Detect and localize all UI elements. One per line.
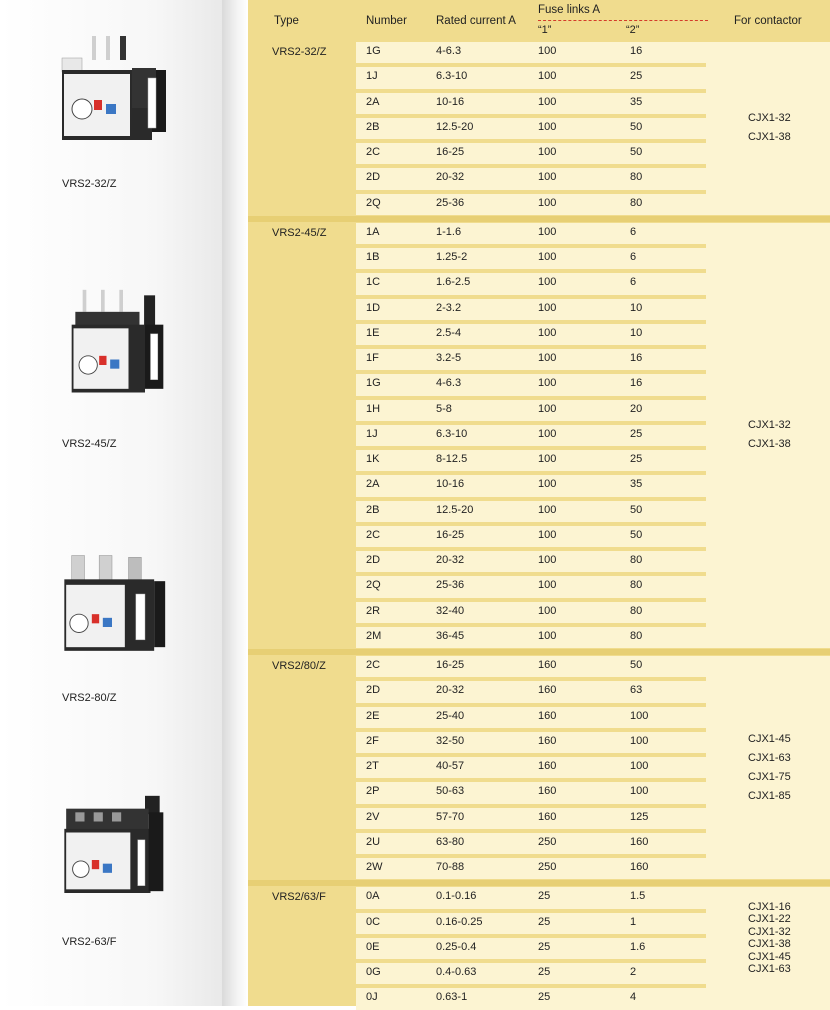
table-row bbox=[356, 450, 706, 471]
rated-current-cell: 3.2-5 bbox=[436, 352, 462, 364]
number-cell: 2R bbox=[366, 604, 381, 617]
product-image-panel bbox=[0, 0, 222, 1006]
table-row bbox=[356, 349, 706, 370]
rated-current-cell: 0.4-0.63 bbox=[436, 966, 477, 978]
rated-current-cell: 8-12.5 bbox=[436, 453, 468, 465]
table-row bbox=[356, 656, 706, 677]
rated-current-cell: 4-6.3 bbox=[436, 377, 462, 390]
type-cell: VRS2/80/Z bbox=[272, 660, 326, 672]
table-row bbox=[356, 732, 706, 753]
fuse-2-cell: 25 bbox=[630, 427, 643, 440]
fuse-2-cell: 80 bbox=[630, 171, 643, 184]
table-row bbox=[356, 526, 706, 547]
group-separator bbox=[248, 649, 830, 655]
fuse-1-cell: 100 bbox=[538, 427, 557, 440]
fuse-1-cell: 25 bbox=[538, 890, 551, 903]
fuse-2-cell: 6 bbox=[630, 276, 637, 289]
fuse-2-cell: 16 bbox=[630, 352, 643, 364]
rated-current-cell: 1.6-2.5 bbox=[436, 276, 471, 289]
number-cell: 2A bbox=[366, 95, 380, 108]
number-cell: 2A bbox=[366, 478, 380, 491]
table-row bbox=[356, 681, 706, 702]
rated-current-cell: 63-80 bbox=[436, 835, 465, 848]
fuse-1-cell: 100 bbox=[538, 95, 557, 108]
fuse-1-cell: 100 bbox=[538, 251, 557, 263]
header-rated-current: Rated current A bbox=[436, 15, 516, 27]
product-label: VRS2-45/Z bbox=[62, 438, 117, 450]
table-row bbox=[356, 475, 706, 496]
rated-current-cell: 6.3-10 bbox=[436, 70, 468, 83]
number-cell: 2C bbox=[366, 659, 381, 671]
rated-current-cell: 10-16 bbox=[436, 95, 465, 108]
relay-image bbox=[52, 34, 172, 144]
number-cell: 1C bbox=[366, 276, 381, 289]
fuse-2-cell: 6 bbox=[630, 225, 637, 238]
number-cell: 2M bbox=[366, 629, 382, 642]
rated-current-cell: 57-70 bbox=[436, 810, 465, 823]
rated-current-cell: 32-50 bbox=[436, 734, 465, 747]
table-row bbox=[356, 808, 706, 829]
fuse-2-cell: 1.6 bbox=[630, 940, 646, 953]
number-cell: 2Q bbox=[366, 579, 381, 592]
number-cell: 1J bbox=[366, 70, 378, 83]
fuse-1-cell: 160 bbox=[538, 659, 557, 671]
table-row bbox=[356, 602, 706, 623]
fuse-1-cell: 100 bbox=[538, 276, 557, 289]
number-cell: 2T bbox=[366, 760, 379, 772]
table-row bbox=[356, 299, 706, 320]
fuse-1-cell: 100 bbox=[538, 377, 557, 390]
rated-current-cell: 1-1.6 bbox=[436, 225, 462, 238]
table-row bbox=[356, 887, 706, 908]
product-label: VRS2-63/F bbox=[62, 936, 117, 948]
table-row bbox=[356, 273, 706, 294]
relay-image bbox=[52, 288, 172, 398]
rated-current-cell: 4-6.3 bbox=[436, 45, 462, 57]
fuse-2-cell: 1.5 bbox=[630, 890, 646, 903]
table-row bbox=[356, 93, 706, 114]
header-number: Number bbox=[366, 15, 407, 27]
fuse-1-cell: 100 bbox=[538, 225, 557, 238]
fuse-2-cell: 20 bbox=[630, 402, 643, 415]
contactor-item: CJX1-16 bbox=[748, 900, 791, 913]
product-label: VRS2-80/Z bbox=[62, 692, 117, 704]
rated-current-cell: 16-25 bbox=[436, 659, 465, 671]
rated-current-cell: 2.5-4 bbox=[436, 326, 462, 339]
fuse-2-cell: 80 bbox=[630, 579, 643, 592]
contactor-item: CJX1-45 bbox=[748, 950, 791, 963]
fuse-2-cell: 80 bbox=[630, 196, 643, 209]
contactor-item: CJX1-75 bbox=[748, 770, 791, 783]
table-row bbox=[356, 858, 706, 879]
rated-current-cell: 16-25 bbox=[436, 146, 465, 158]
number-cell: 2D bbox=[366, 171, 381, 184]
number-cell: 2C bbox=[366, 146, 381, 158]
fuse-2-cell: 50 bbox=[630, 659, 643, 671]
table-header bbox=[248, 0, 830, 40]
table-row bbox=[356, 757, 706, 778]
table-row bbox=[356, 707, 706, 728]
type-cell: VRS2/63/F bbox=[272, 891, 326, 904]
number-cell: 1H bbox=[366, 402, 381, 415]
number-cell: 2Q bbox=[366, 196, 381, 209]
fuse-2-cell: 50 bbox=[630, 503, 643, 516]
table-row bbox=[356, 551, 706, 572]
fuse-1-cell: 100 bbox=[538, 45, 557, 57]
table-row bbox=[356, 400, 706, 421]
table-row bbox=[356, 938, 706, 959]
rated-current-cell: 0.16-0.25 bbox=[436, 915, 483, 928]
number-cell: 1J bbox=[366, 427, 378, 440]
rated-current-cell: 6.3-10 bbox=[436, 427, 468, 440]
fuse-1-cell: 100 bbox=[538, 554, 557, 566]
table-row bbox=[356, 194, 706, 215]
contactor-item: CJX1-38 bbox=[748, 131, 791, 144]
number-cell: 0C bbox=[366, 915, 381, 928]
fuse-1-cell: 100 bbox=[538, 453, 557, 465]
number-cell: 0A bbox=[366, 890, 380, 903]
number-cell: 2C bbox=[366, 528, 381, 541]
number-cell: 1K bbox=[366, 453, 380, 465]
fuse-2-cell: 16 bbox=[630, 45, 643, 57]
contactor-list bbox=[748, 109, 791, 147]
number-cell: 2B bbox=[366, 120, 380, 133]
contactor-list bbox=[748, 416, 791, 454]
fuse-1-cell: 100 bbox=[538, 326, 557, 339]
group-separator bbox=[248, 216, 830, 222]
rated-current-cell: 5-8 bbox=[436, 402, 452, 415]
fuse-2-cell: 35 bbox=[630, 95, 643, 108]
table-row bbox=[356, 118, 706, 139]
fuse-1-cell: 100 bbox=[538, 528, 557, 541]
fuse-2-cell: 25 bbox=[630, 70, 643, 83]
fuse-2-cell: 80 bbox=[630, 554, 643, 566]
contactor-item: CJX1-38 bbox=[748, 938, 791, 951]
table-row bbox=[356, 248, 706, 269]
fuse-1-cell: 160 bbox=[538, 709, 557, 722]
fuse-1-cell: 100 bbox=[538, 604, 557, 617]
fuse-2-cell: 50 bbox=[630, 528, 643, 541]
rated-current-cell: 20-32 bbox=[436, 684, 465, 697]
number-cell: 2W bbox=[366, 861, 383, 873]
fuse-2-cell: 1 bbox=[630, 915, 637, 928]
number-cell: 1E bbox=[366, 326, 380, 339]
type-cell: VRS2-45/Z bbox=[272, 226, 327, 239]
table-row bbox=[356, 168, 706, 189]
table-row bbox=[356, 913, 706, 934]
rated-current-cell: 20-32 bbox=[436, 171, 465, 184]
fuse-1-cell: 100 bbox=[538, 503, 557, 516]
contactor-item: CJX1-63 bbox=[748, 751, 791, 764]
number-cell: 2D bbox=[366, 554, 381, 566]
number-cell: 1A bbox=[366, 225, 380, 238]
table-row bbox=[356, 67, 706, 88]
number-cell: 1B bbox=[366, 251, 380, 263]
header-for-contactor: For contactor bbox=[734, 15, 802, 27]
number-cell: 0J bbox=[366, 991, 378, 1004]
table-row bbox=[356, 374, 706, 395]
fuse-1-cell: 100 bbox=[538, 579, 557, 592]
rated-current-cell: 1.25-2 bbox=[436, 251, 468, 263]
fuse-1-cell: 160 bbox=[538, 684, 557, 697]
header-fuse-links: Fuse links A bbox=[538, 4, 600, 16]
contactor-item: CJX1-22 bbox=[748, 913, 791, 926]
rated-current-cell: 20-32 bbox=[436, 554, 465, 566]
fuse-1-cell: 100 bbox=[538, 120, 557, 133]
fuse-links-dashed-divider bbox=[538, 20, 708, 21]
fuse-1-cell: 100 bbox=[538, 352, 557, 364]
rated-current-cell: 2-3.2 bbox=[436, 301, 462, 314]
fuse-1-cell: 160 bbox=[538, 810, 557, 823]
number-cell: 2P bbox=[366, 785, 380, 798]
fuse-1-cell: 250 bbox=[538, 861, 557, 873]
contactor-list bbox=[748, 730, 791, 806]
table-row bbox=[356, 324, 706, 345]
number-cell: 2F bbox=[366, 734, 379, 747]
table-row bbox=[356, 501, 706, 522]
fuse-2-cell: 10 bbox=[630, 301, 643, 314]
fuse-1-cell: 160 bbox=[538, 760, 557, 772]
contactor-item: CJX1-38 bbox=[748, 438, 791, 451]
fuse-2-cell: 63 bbox=[630, 684, 643, 697]
rated-current-cell: 12.5-20 bbox=[436, 503, 474, 516]
contactor-item: CJX1-45 bbox=[748, 732, 791, 745]
rated-current-cell: 70-88 bbox=[436, 861, 465, 873]
fuse-1-cell: 100 bbox=[538, 70, 557, 83]
fuse-1-cell: 100 bbox=[538, 402, 557, 415]
fuse-2-cell: 2 bbox=[630, 966, 637, 978]
fuse-2-cell: 100 bbox=[630, 734, 649, 747]
fuse-1-cell: 100 bbox=[538, 629, 557, 642]
table-row bbox=[356, 833, 706, 854]
rated-current-cell: 50-63 bbox=[436, 785, 465, 798]
header-type: Type bbox=[274, 15, 299, 27]
fuse-2-cell: 80 bbox=[630, 629, 643, 642]
number-cell: 1D bbox=[366, 301, 381, 314]
fuse-2-cell: 50 bbox=[630, 120, 643, 133]
rated-current-cell: 36-45 bbox=[436, 629, 465, 642]
number-cell: 2V bbox=[366, 810, 380, 823]
fuse-1-cell: 25 bbox=[538, 940, 551, 953]
number-cell: 1G bbox=[366, 377, 381, 390]
fuse-2-cell: 6 bbox=[630, 251, 637, 263]
fuse-1-cell: 160 bbox=[538, 734, 557, 747]
table-row bbox=[356, 782, 706, 803]
contactor-item: CJX1-32 bbox=[748, 112, 791, 125]
fuse-2-cell: 100 bbox=[630, 760, 649, 772]
header-fuse-1: “1” bbox=[538, 24, 552, 36]
rated-current-cell: 10-16 bbox=[436, 478, 465, 491]
fuse-2-cell: 100 bbox=[630, 785, 649, 798]
fuse-1-cell: 100 bbox=[538, 146, 557, 158]
table-row bbox=[356, 988, 706, 1009]
fuse-1-cell: 25 bbox=[538, 991, 551, 1004]
number-cell: 0E bbox=[366, 940, 380, 953]
number-cell: 1G bbox=[366, 45, 381, 57]
table-row bbox=[356, 223, 706, 244]
rated-current-cell: 0.25-0.4 bbox=[436, 940, 477, 953]
group-separator bbox=[248, 880, 830, 886]
rated-current-cell: 40-57 bbox=[436, 760, 465, 772]
number-cell: 2U bbox=[366, 835, 381, 848]
fuse-1-cell: 160 bbox=[538, 785, 557, 798]
header-fuse-2: “2” bbox=[626, 24, 640, 36]
fuse-2-cell: 35 bbox=[630, 478, 643, 491]
fuse-1-cell: 100 bbox=[538, 301, 557, 314]
contactor-item: CJX1-63 bbox=[748, 963, 791, 976]
rated-current-cell: 12.5-20 bbox=[436, 120, 474, 133]
relay-image bbox=[52, 550, 172, 660]
fuse-1-cell: 25 bbox=[538, 966, 551, 978]
number-cell: 2B bbox=[366, 503, 380, 516]
contactor-item: CJX1-32 bbox=[748, 419, 791, 432]
contactor-item: CJX1-85 bbox=[748, 789, 791, 802]
number-cell: 2E bbox=[366, 709, 380, 722]
fuse-2-cell: 160 bbox=[630, 835, 649, 848]
number-cell: 0G bbox=[366, 966, 381, 978]
type-cell: VRS2-32/Z bbox=[272, 46, 327, 58]
fuse-1-cell: 100 bbox=[538, 196, 557, 209]
fuse-1-cell: 250 bbox=[538, 835, 557, 848]
rated-current-cell: 16-25 bbox=[436, 528, 465, 541]
spec-table bbox=[248, 0, 830, 1006]
contactor-list bbox=[748, 901, 791, 976]
fuse-2-cell: 80 bbox=[630, 604, 643, 617]
rated-current-cell: 25-36 bbox=[436, 196, 465, 209]
relay-image bbox=[52, 794, 172, 904]
rated-current-cell: 0.63-1 bbox=[436, 991, 468, 1004]
rated-current-cell: 25-40 bbox=[436, 709, 465, 722]
fuse-2-cell: 125 bbox=[630, 810, 649, 823]
table-row bbox=[356, 627, 706, 648]
number-cell: 2D bbox=[366, 684, 381, 697]
fuse-1-cell: 100 bbox=[538, 171, 557, 184]
fuse-2-cell: 50 bbox=[630, 146, 643, 158]
product-label: VRS2-32/Z bbox=[62, 178, 117, 190]
table-row bbox=[356, 42, 706, 63]
fuse-2-cell: 100 bbox=[630, 709, 649, 722]
fuse-2-cell: 4 bbox=[630, 991, 637, 1004]
fuse-2-cell: 10 bbox=[630, 326, 643, 339]
table-row bbox=[356, 963, 706, 984]
fuse-1-cell: 25 bbox=[538, 915, 551, 928]
rated-current-cell: 0.1-0.16 bbox=[436, 890, 477, 903]
table-row bbox=[356, 425, 706, 446]
fuse-2-cell: 25 bbox=[630, 453, 643, 465]
table-row bbox=[356, 576, 706, 597]
rated-current-cell: 25-36 bbox=[436, 579, 465, 592]
contactor-item: CJX1-32 bbox=[748, 925, 791, 938]
number-cell: 1F bbox=[366, 352, 379, 364]
fuse-2-cell: 16 bbox=[630, 377, 643, 390]
table-row bbox=[356, 143, 706, 164]
fuse-2-cell: 160 bbox=[630, 861, 649, 873]
fuse-1-cell: 100 bbox=[538, 478, 557, 491]
panel-shadow bbox=[222, 0, 248, 1006]
rated-current-cell: 32-40 bbox=[436, 604, 465, 617]
